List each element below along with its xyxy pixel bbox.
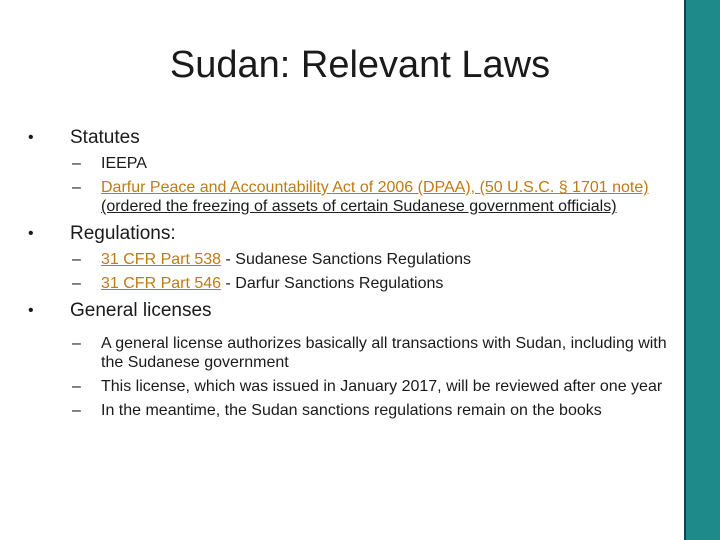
sub-item-cfr-538 [28,250,678,269]
bullet-statutes [28,126,678,150]
sub-item-text: - Darfur Sanctions Regulations [221,275,444,292]
bullet-icon: • [28,129,34,146]
dpaa-link[interactable]: Darfur Peace and Accountability Act of 2006 (DPAA), (50 U.S.C. § 1701 note) [101,179,649,196]
sub-item-ieepa [28,154,678,173]
bullet-regulations [28,222,678,246]
dash-icon: – [72,275,81,292]
sub-item-text: A general license authorizes basically all transactions with Sudan, including with the Sudanese government [101,335,667,371]
sub-item-dpaa [28,178,678,216]
sub-item-text: This license, which was issued in January 2017, will be reviewed after one year [101,378,663,395]
sub-item-cfr-546 [28,274,678,293]
cfr-538-link[interactable]: 31 CFR Part 538 [101,251,222,268]
sub-item-text: In the meantime, the Sudan sanctions regulations remain on the books [101,402,602,419]
cfr-546-link[interactable]: 31 CFR Part 546 [101,275,222,292]
bullet-label: Regulations: [70,223,176,244]
sub-item-text: (ordered the freezing of assets of certain Sudanese government officials) [101,198,617,215]
sub-item-meantime [28,401,678,420]
bullet-general-licenses [28,299,678,323]
slide-title: Sudan: Relevant Laws [169,44,551,86]
sub-item-review [28,377,678,396]
bullet-label: General licenses [70,300,212,321]
dash-icon: – [72,251,81,268]
sub-item-text: IEEPA [101,155,147,172]
sub-item-general-license [28,334,678,372]
bullet-label: Statutes [70,127,140,148]
dash-icon: – [72,335,81,352]
dash-icon: – [72,378,81,395]
bullet-icon: • [28,225,34,242]
slide-content [28,126,678,420]
bullet-icon: • [28,302,34,319]
sub-item-text: - Sudanese Sanctions Regulations [221,251,471,268]
dash-icon: – [72,402,81,419]
dash-icon: – [72,179,81,196]
dash-icon: – [72,155,81,172]
